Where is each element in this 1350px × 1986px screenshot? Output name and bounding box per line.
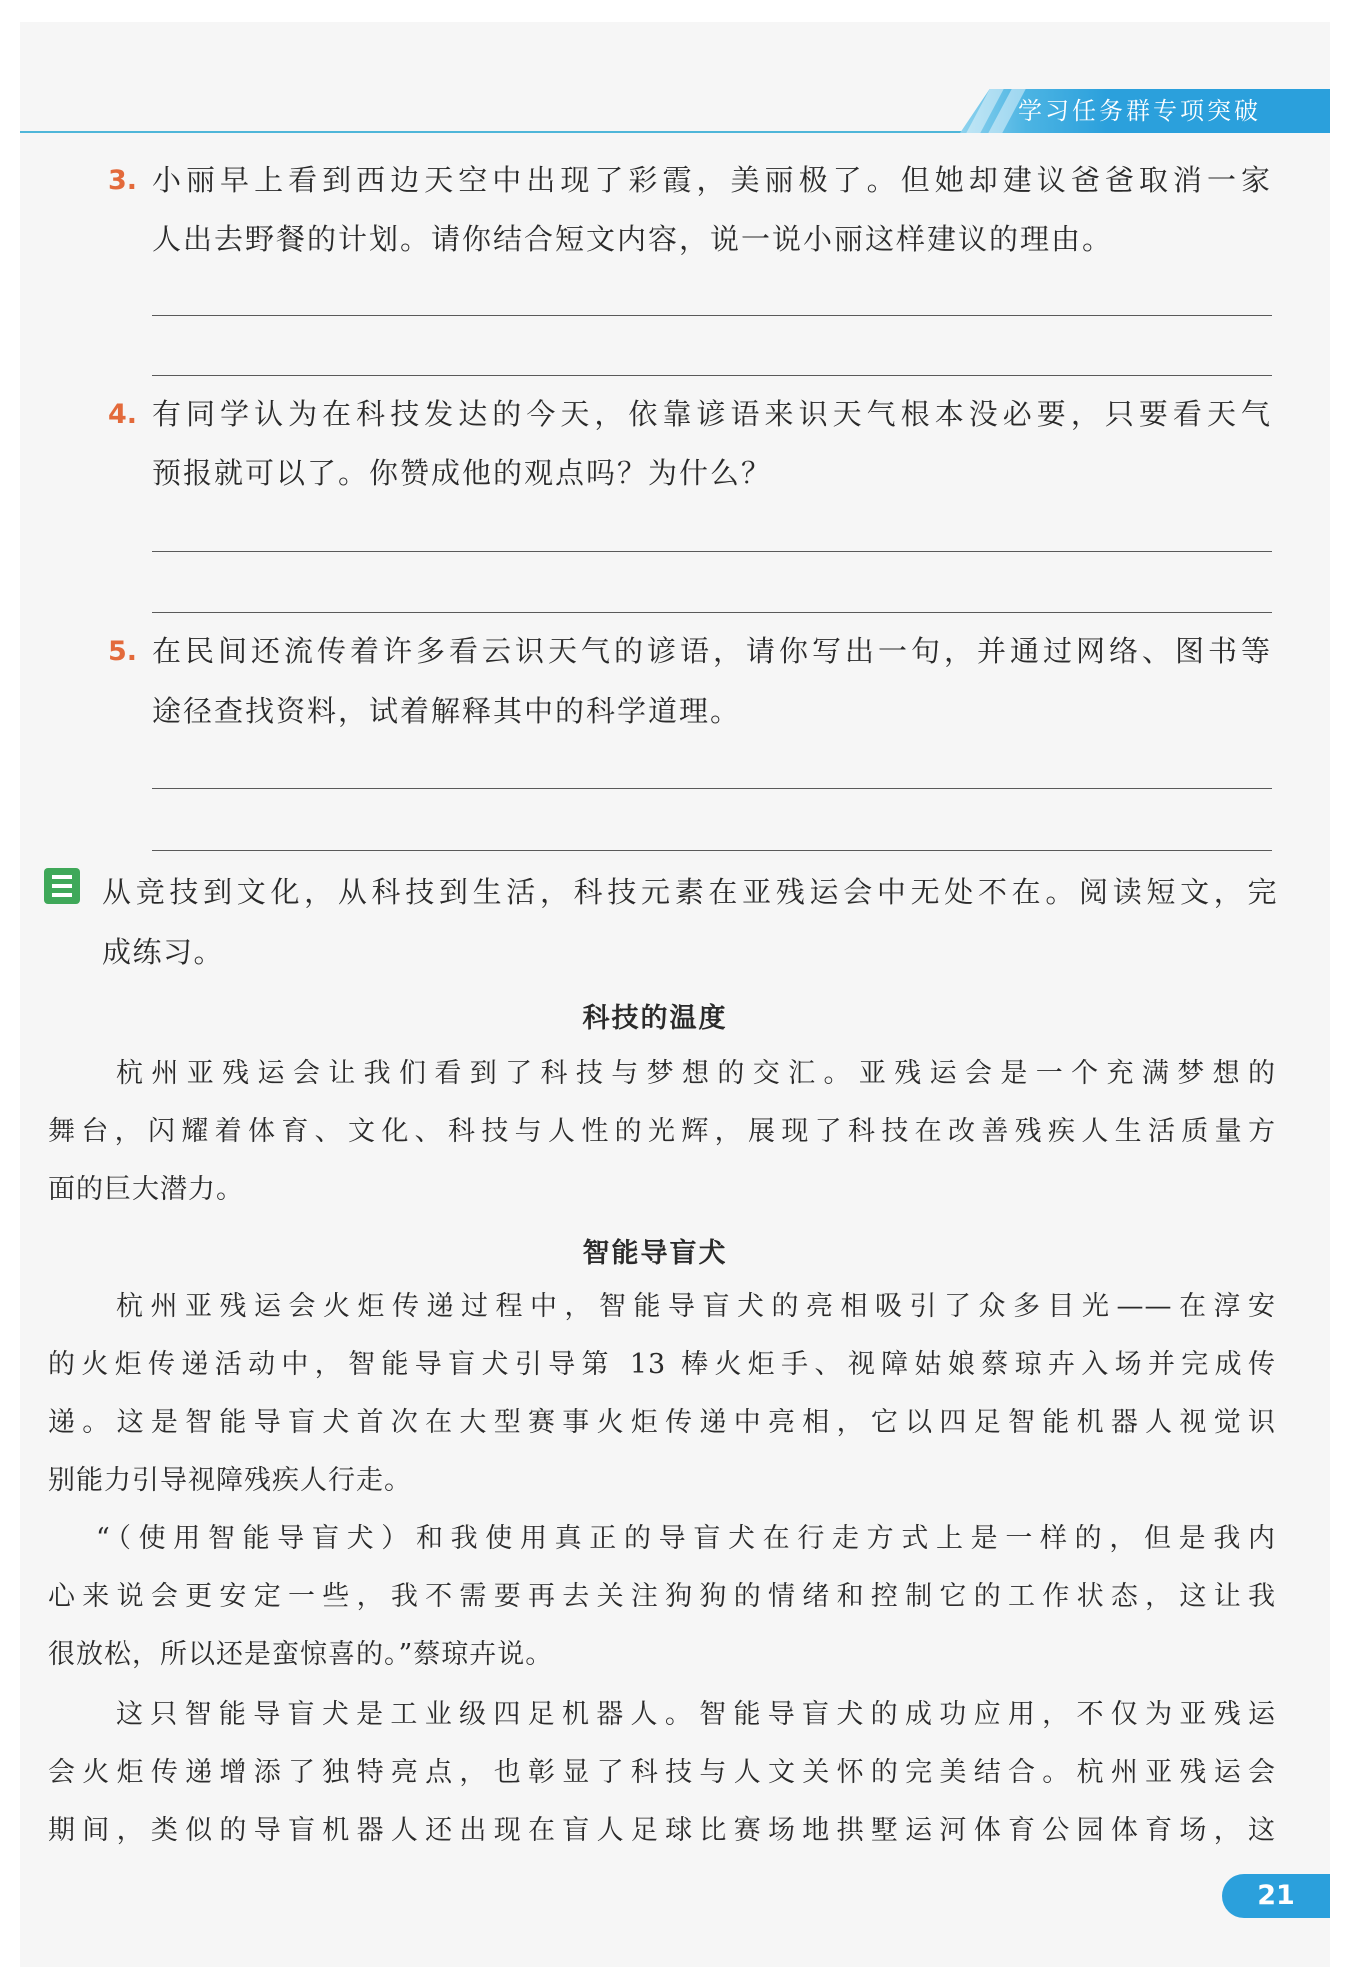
paragraph-line: 会火炬传递增添了独特亮点，也彰显了科技与人文关怀的完美结合。杭州亚残运会	[48, 1757, 1276, 1788]
paragraph-line: 心来说会更安定一些，我不需要再去关注狗狗的情绪和控制它的工作状态，这让我	[48, 1581, 1276, 1612]
question-text: 在民间还流传着许多看云识天气的谚语，请你写出一句，并通过网络、图书等	[152, 634, 1272, 668]
question-number: 5.	[108, 636, 138, 667]
section-three-icon	[44, 868, 80, 904]
question-text: 人出去野餐的计划。请你结合短文内容，说一说小丽这样建议的理由。	[152, 222, 1114, 256]
question-number: 4.	[108, 399, 138, 430]
answer-line[interactable]	[152, 315, 1272, 316]
section-instruction: 从竞技到文化，从科技到生活，科技元素在亚残运会中无处不在。阅读短文，完	[102, 875, 1278, 909]
paragraph-line: 的火炬传递活动中，智能导盲犬引导第 13 棒火炬手、视障姑娘蔡琼卉入场并完成传	[48, 1349, 1276, 1380]
paragraph-line: 杭州亚残运会火炬传递过程中，智能导盲犬的亮相吸引了众多目光——在淳安	[116, 1291, 1276, 1322]
paragraph-line: 杭州亚残运会让我们看到了科技与梦想的交汇。亚残运会是一个充满梦想的	[116, 1058, 1276, 1089]
page-number: 21	[1222, 1874, 1330, 1918]
header-title: 学习任务群专项突破	[1018, 97, 1261, 125]
paragraph-line: 期间，类似的导盲机器人还出现在盲人足球比赛场地拱墅运河体育公园体育场，这	[48, 1815, 1276, 1846]
article-title: 科技的温度	[582, 1003, 728, 1034]
question-text: 预报就可以了。你赞成他的观点吗？为什么？	[152, 456, 773, 490]
answer-line[interactable]	[152, 375, 1272, 376]
question-text: 有同学认为在科技发达的今天，依靠谚语来识天气根本没必要，只要看天气	[152, 397, 1272, 431]
paragraph-line: “（使用智能导盲犬）和我使用真正的导盲犬在行走方式上是一样的，但是我内	[96, 1523, 1276, 1554]
paragraph-line: 面的巨大潜力。	[48, 1174, 244, 1205]
paragraph-line: 别能力引导视障残疾人行走。	[48, 1465, 412, 1496]
paragraph-line: 这只智能导盲犬是工业级四足机器人。智能导盲犬的成功应用，不仅为亚残运	[116, 1699, 1276, 1730]
question-number: 3.	[108, 165, 138, 196]
question-text: 小丽早上看到西边天空中出现了彩霞，美丽极了。但她却建议爸爸取消一家	[152, 163, 1272, 197]
question-text: 途径查找资料，试着解释其中的科学道理。	[152, 694, 742, 728]
header-rule	[20, 131, 970, 133]
paragraph-line: 舞台，闪耀着体育、文化、科技与人性的光辉，展现了科技在改善残疾人生活质量方	[48, 1116, 1276, 1147]
section-instruction: 成练习。	[102, 935, 225, 969]
answer-line[interactable]	[152, 612, 1272, 613]
answer-line[interactable]	[152, 551, 1272, 552]
paragraph-line: 很放松，所以还是蛮惊喜的。”蔡琼卉说。	[48, 1639, 554, 1670]
paragraph-line: 递。这是智能导盲犬首次在大型赛事火炬传递中亮相，它以四足智能机器人视觉识	[48, 1407, 1276, 1438]
article-subtitle: 智能导盲犬	[582, 1238, 728, 1269]
answer-line[interactable]	[152, 850, 1272, 851]
answer-line[interactable]	[152, 788, 1272, 789]
